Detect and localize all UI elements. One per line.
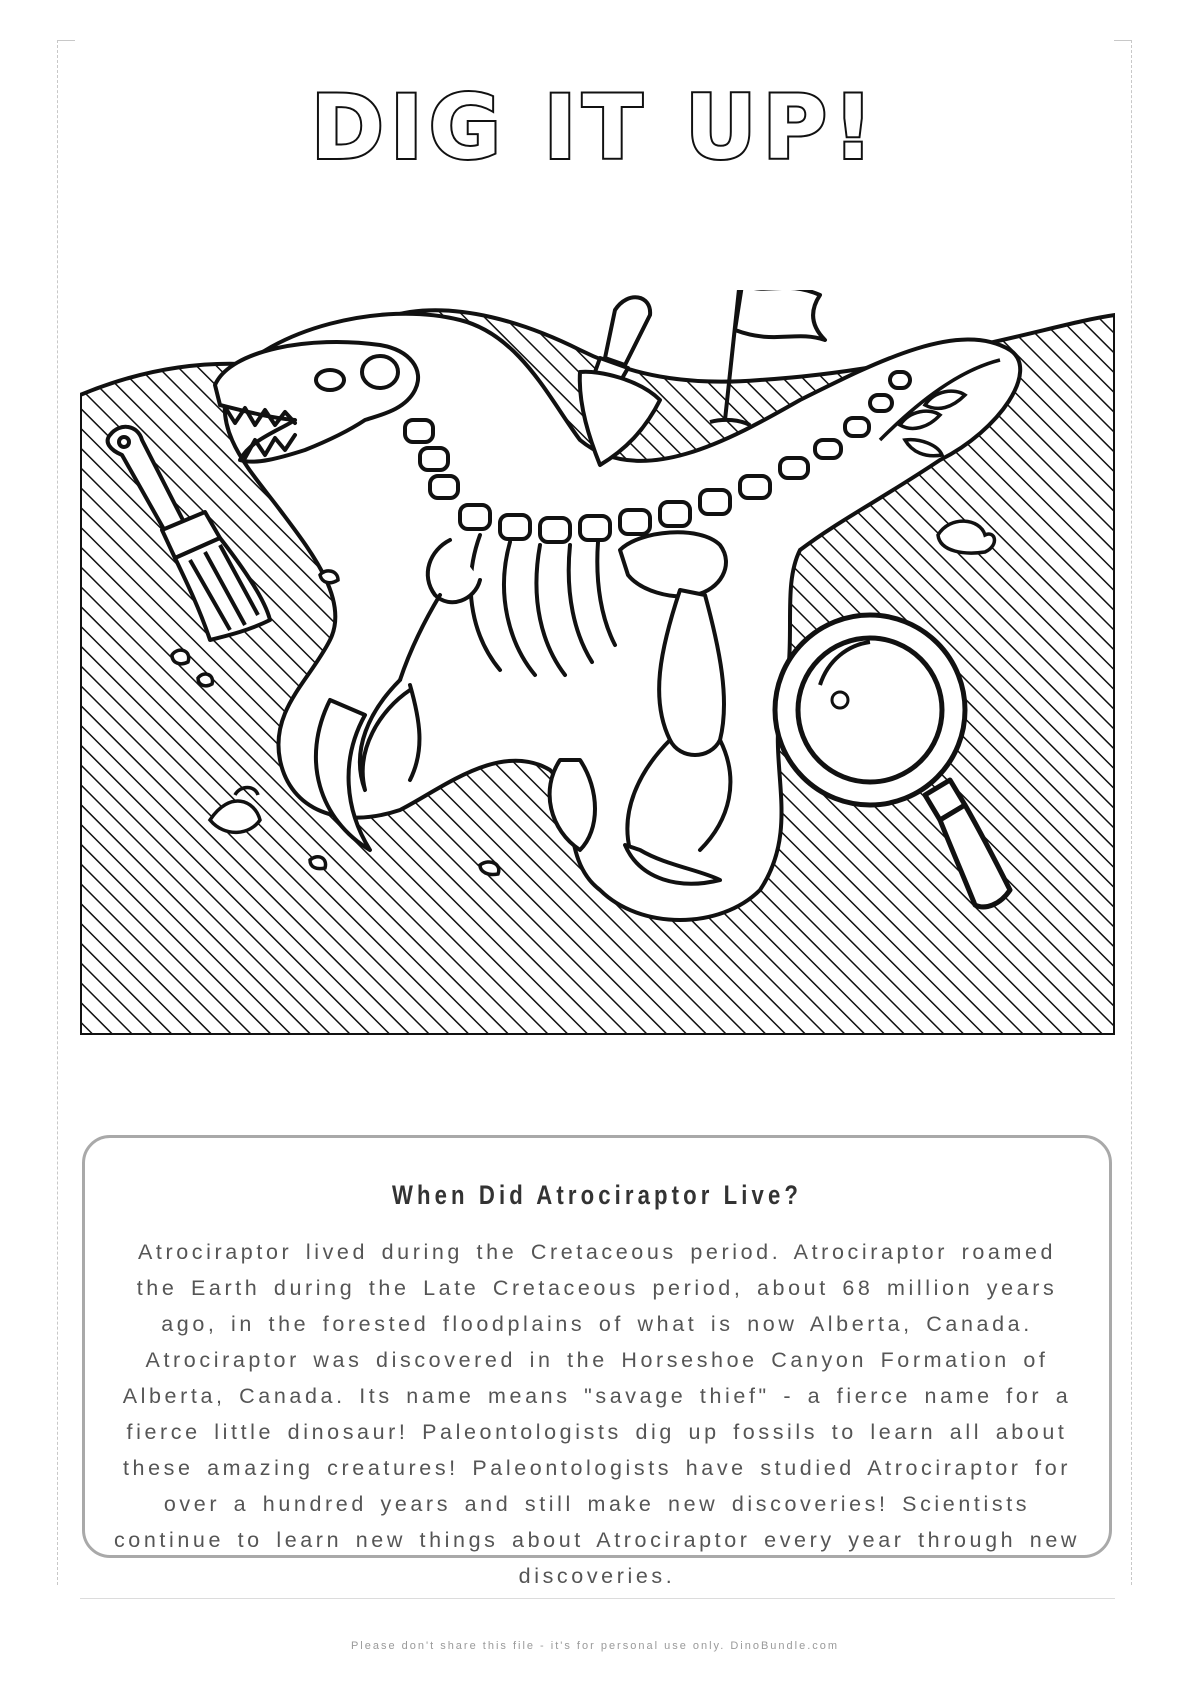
footer-divider [80, 1598, 1115, 1599]
fossil-illustration [80, 290, 1115, 1035]
cut-guide-right [1131, 40, 1132, 1585]
info-body: Atrociraptor lived during the Cretaceous period. Atrociraptor roamed the Earth during the Late Cretaceous period, about 68 million years ago, in the forested floodplains of what is now Alberta, Canada. Atrociraptor was discovered in the Horseshoe Canyon Formation of Alberta, Canada. Its name means "savage thief" - a fierce name for a fierce little dinosaur! Paleontologists dig up fossils to learn all about these amazing creatures! Paleontologists have studied Atrociraptor for over a hundred years and still make new discoveries! Scientists continue to learn new things about Atrociraptor every year through new discoveries. [113, 1240, 1081, 1588]
footer-note: Please don't share this file - it's for personal use only. DinoBundle.com [350, 1640, 840, 1652]
page-title-text: DIG IT UP! [310, 78, 880, 179]
cut-guide-left [57, 40, 58, 1585]
cut-corner-right [1114, 40, 1132, 41]
info-heading: When Did Atrociraptor Live? [391, 1180, 802, 1210]
cut-corner-left [57, 40, 75, 41]
info-box [82, 1135, 1112, 1588]
page-title [0, 78, 1190, 188]
